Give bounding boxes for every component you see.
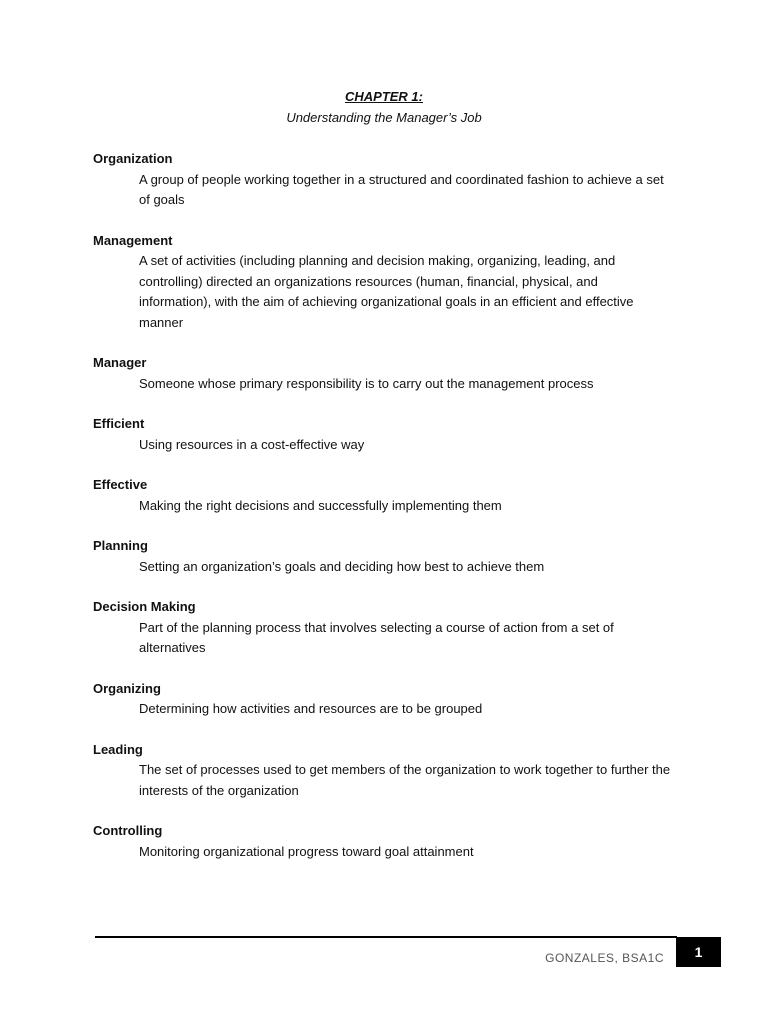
term-entry — [93, 536, 673, 577]
term-entry — [93, 740, 673, 802]
term-name: Manager — [93, 355, 147, 370]
term-definition: Making the right decisions and successfully implementing them — [139, 497, 502, 513]
term-definition: A group of people working together in a structured and coordinated fashion to achieve a set of goals — [139, 171, 664, 207]
term-entry — [93, 475, 673, 516]
term-definition: Determining how activities and resources are to be grouped — [139, 701, 483, 716]
chapter-heading: CHAPTER 1: — [344, 89, 423, 104]
term-entry — [93, 231, 673, 334]
term-name: Efficient — [93, 416, 145, 431]
term-definition: Using resources in a cost-effective way — [139, 436, 365, 452]
term-name: Controlling — [93, 823, 163, 838]
page-number: 1 — [676, 937, 721, 967]
term-definition: Monitoring organizational progress toward goal attainment — [139, 843, 474, 859]
term-definition: The set of processes used to get members of the organization to work together to further the interests of the organization — [139, 762, 671, 798]
term-name: Organizing — [93, 680, 161, 696]
term-name: Management — [93, 232, 173, 248]
term-entry — [93, 149, 673, 211]
term-entry — [93, 353, 673, 394]
term-entry — [93, 821, 673, 862]
term-definition: Someone whose primary responsibility is to carry out the management process — [139, 375, 594, 391]
term-list — [93, 149, 673, 882]
term-name: Planning — [93, 538, 148, 553]
term-definition: Part of the planning process that involves selecting a course of action from a set of alternatives — [139, 619, 614, 655]
term-definition: A set of activities (including planning and decision making, organizing, leading, and controlling) directed an organizations resources (human, financial, physical, and information), with the aim of achieving organizational goals in an efficient and effective manner — [139, 253, 634, 330]
term-name: Effective — [93, 477, 148, 492]
term-name: Organization — [93, 151, 173, 166]
chapter-subtitle: Understanding the Manager’s Job — [286, 110, 482, 125]
term-entry — [93, 414, 673, 455]
term-entry — [93, 679, 673, 720]
footer-author: GONZALES, BSA1C — [545, 951, 664, 965]
term-definition: Setting an organization’s goals and deciding how best to achieve them — [139, 558, 545, 574]
term-name: Leading — [93, 741, 143, 757]
footer-divider — [95, 936, 677, 938]
term-name: Decision Making — [93, 599, 196, 614]
term-entry — [93, 597, 673, 659]
